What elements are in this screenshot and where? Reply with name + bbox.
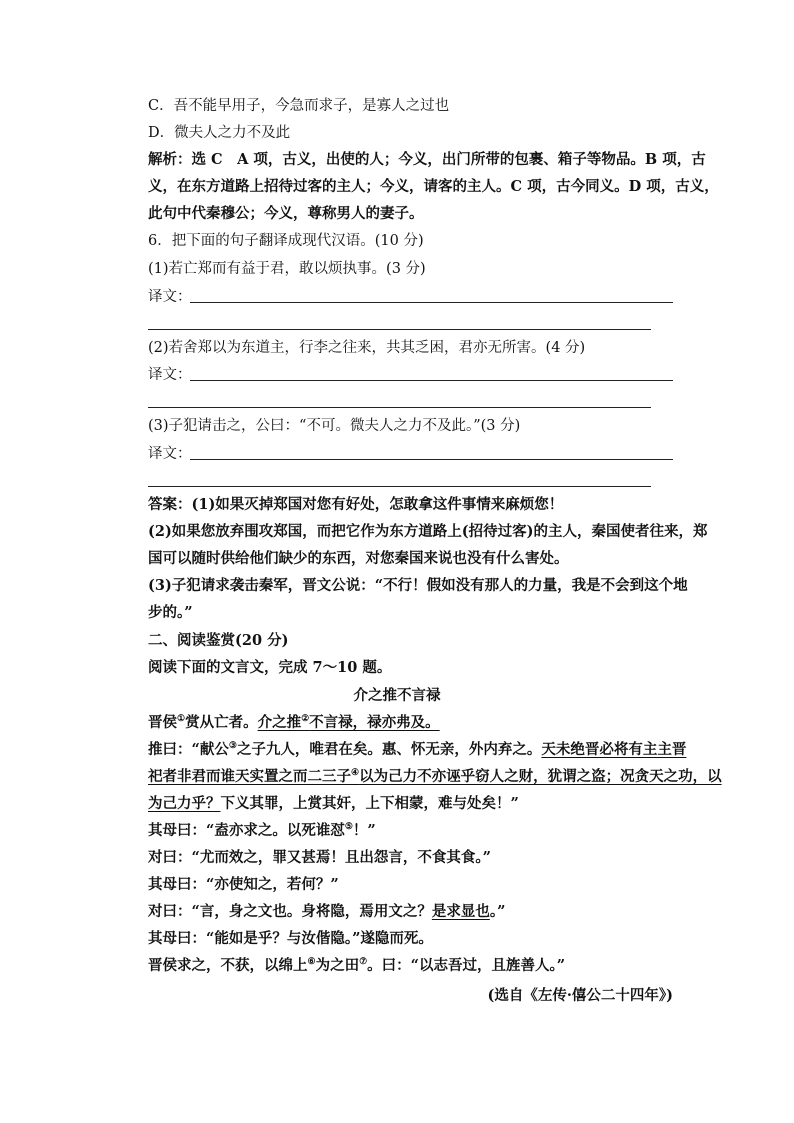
passage-text: 是求显也 — [431, 903, 490, 920]
translation-label-1: 译文： — [148, 289, 192, 305]
question-6-sentence-1: (1)若亡郑而有益于君，敢以烦执事。(3 分) — [148, 261, 426, 277]
passage-text: 对曰：“言，身之文也。身将隐，焉用文之？ — [148, 903, 432, 920]
passage-paragraph-8 — [148, 956, 565, 976]
passage-text: 赏从亡者。 — [185, 714, 258, 731]
passage-text: 推曰：“献公 — [148, 741, 229, 758]
footnote-marker: ⑥ — [307, 957, 316, 968]
passage-paragraph-3 — [148, 821, 376, 841]
passage-text: 晋侯求之，不获，以绵上 — [148, 957, 308, 974]
passage-text: 。” — [489, 903, 506, 920]
footnote-marker: ④ — [351, 768, 360, 779]
passage-paragraph-4: 对曰：“尤而效之，罪又甚焉！且出怨言，不食其食。” — [148, 849, 491, 866]
footnote-marker: ③ — [228, 741, 237, 752]
passage-paragraph-5: 其母曰：“亦使知之，若何？” — [148, 876, 339, 893]
passage-text: 晋侯 — [148, 714, 177, 731]
passage-paragraph-2-line-2 — [148, 767, 722, 787]
answer-blank-1a[interactable] — [190, 302, 673, 303]
footnote-marker: ① — [177, 714, 186, 725]
passage-text: ！” — [352, 822, 376, 839]
passage-text: 以为己力不亦诬乎窃人之财，犹谓之盗；况贪天之功，以 — [359, 768, 722, 785]
passage-paragraph-7: 其母曰：“能如是乎？与汝偕隐。”遂隐而死。 — [148, 930, 433, 947]
footnote-marker: ⑦ — [359, 957, 368, 968]
answer-blank-2a[interactable] — [190, 380, 673, 381]
passage-text: 之子九人，唯君在矣。惠、怀无亲，外内弃之。 — [236, 741, 542, 758]
section-2-instruction: 阅读下面的文言文，完成 7～10 题。 — [148, 659, 392, 676]
passage-text: 为己力乎？ — [148, 795, 221, 812]
answer-blank-3b[interactable] — [148, 486, 651, 487]
footnote-marker: ② — [301, 714, 310, 725]
passage-text: 其母曰：“盍亦求之。以死谁怼 — [148, 822, 345, 839]
footnote-marker: ⑤ — [344, 822, 353, 833]
answer-1: 答案：(1)如果灭掉郑国对您有好处，怎敢拿这件事情来麻烦您！ — [148, 496, 564, 513]
passage-text: 不言禄，禄亦弗及。 — [309, 714, 440, 731]
passage-text: 下义其罪，上赏其奸，上下相蒙，难与处矣！” — [220, 795, 519, 812]
answer-3-line-2: 步的。” — [148, 604, 193, 621]
question-6-sentence-3: (3)子犯请击之，公曰：“不可。微夫人之力不及此。”(3 分) — [148, 418, 521, 434]
answer-blank-2b[interactable] — [148, 407, 651, 408]
passage-source: (选自《左传·僖公二十四年》) — [487, 987, 673, 1004]
answer-3-line-1: (3)子犯请求袭击秦军，晋文公说：“不行！假如没有那人的力量，我是不会到这个地 — [148, 577, 688, 594]
translation-label-3: 译文： — [148, 446, 192, 462]
passage-paragraph-2-line-1 — [148, 740, 686, 760]
passage-paragraph-2-line-3 — [148, 794, 519, 814]
answer-blank-1b[interactable] — [148, 329, 651, 330]
answer-2-line-1: (2)如果您放弃围攻郑国，而把它作为东方道路上(招待过客)的主人，秦国使者往来，郑 — [148, 523, 708, 540]
analysis-line-2: 义，在东方道路上招待过客的主人；今义，请客的主人。C 项，古今同义。D 项，古义， — [148, 178, 719, 195]
passage-text: 为之田 — [315, 957, 360, 974]
passage-text: 天未绝晋必将有主主晋 — [541, 741, 687, 758]
passage-paragraph-1 — [148, 713, 440, 733]
analysis-line-1: 解析：选 C A 项，古义，出使的人；今义，出门所带的包裹、箱子等物品。B 项，古 — [148, 151, 706, 168]
passage-paragraph-6 — [148, 902, 505, 922]
section-2-heading: 二、阅读鉴赏(20 分) — [148, 632, 289, 649]
answer-2-line-2: 国可以随时供给他们缺少的东西，对您秦国来说也没有什么害处。 — [148, 550, 569, 567]
question-6-sentence-2: (2)若舍郑以为东道主，行李之往来，共其乏困，君亦无所害。(4 分) — [148, 340, 586, 356]
passage-text: 。曰：“以志吾过，且旌善人。” — [367, 957, 566, 974]
answer-blank-3a[interactable] — [190, 459, 673, 460]
passage-text: 介之推 — [257, 714, 302, 731]
option-d: D．微夫人之力不及此 — [148, 125, 291, 141]
question-6-title: 6．把下面的句子翻译成现代汉语。(10 分) — [148, 233, 424, 249]
analysis-line-3: 此句中代秦穆公；今义，尊称男人的妻子。 — [148, 205, 424, 222]
option-c: C．吾不能早用子，今急而求子，是寡人之过也 — [148, 98, 450, 114]
passage-text: 祀者非君而谁天实置之而二三子 — [148, 768, 351, 785]
translation-label-2: 译文： — [148, 367, 192, 383]
passage-title: 介之推不言禄 — [353, 687, 441, 704]
